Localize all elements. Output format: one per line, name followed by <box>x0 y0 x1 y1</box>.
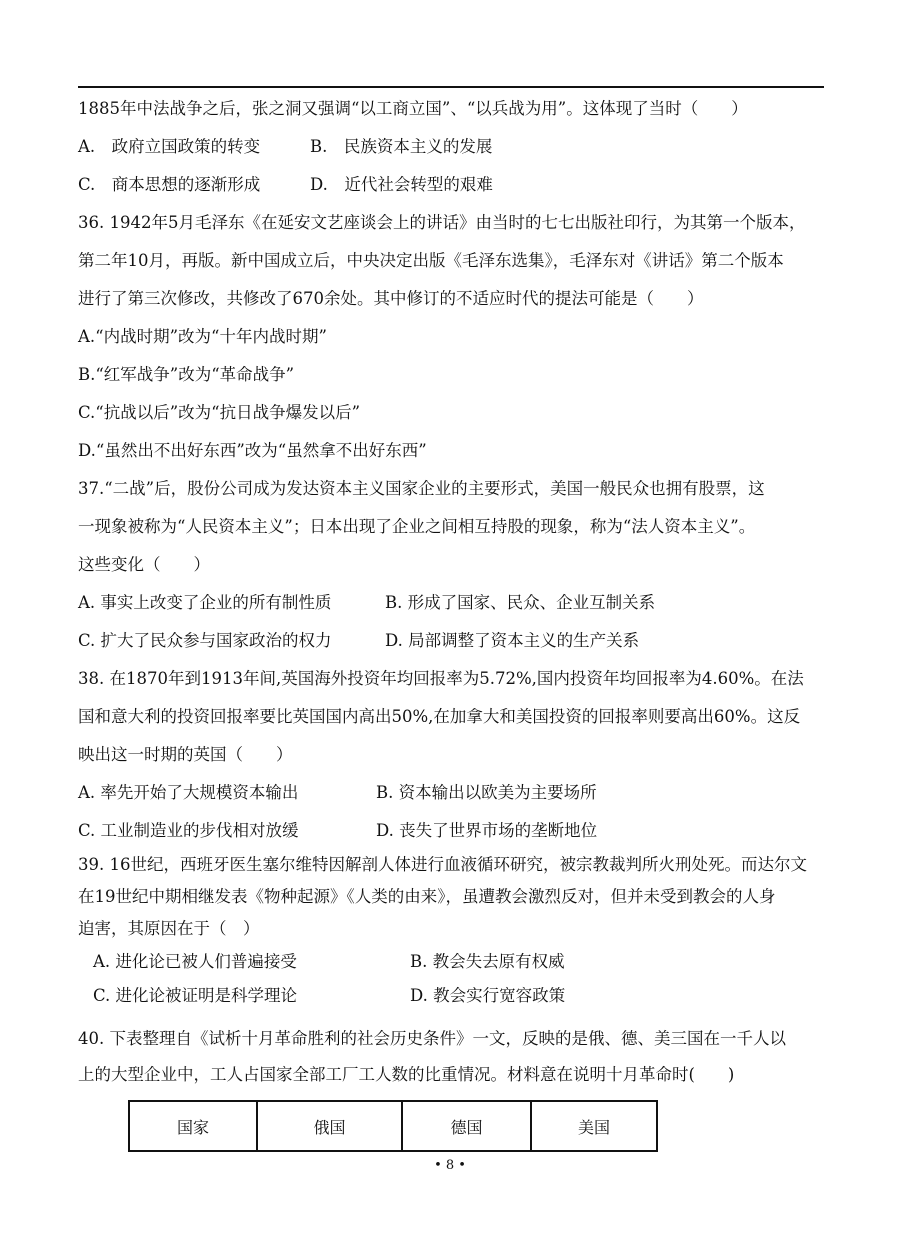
q38-stem-line-3: 映出这一时期的英国（ ） <box>78 745 293 764</box>
q38-option-b[interactable]: B. 资本输出以欧美为主要场所 <box>376 783 597 802</box>
q39-stem-line-3: 迫害，其原因在于（ ） <box>78 919 260 938</box>
q36-option-c[interactable]: C.“抗战以后”改为“抗日战争爆发以后” <box>78 403 361 422</box>
q35-option-b[interactable]: B. 民族资本主义的发展 <box>310 137 493 156</box>
q40-table <box>128 1100 658 1152</box>
table-header-usa: 美国 <box>577 1117 610 1137</box>
q37-option-a[interactable]: A. 事实上改变了企业的所有制性质 <box>78 593 332 612</box>
q36-option-b[interactable]: B.“红军战争”改为“革命战争” <box>78 365 295 384</box>
table-header-russia: 俄国 <box>258 1102 403 1150</box>
header-rule <box>78 86 824 88</box>
q36-option-a[interactable]: A.“内战时期”改为“十年内战时期” <box>78 327 327 346</box>
q37-option-d[interactable]: D. 局部调整了资本主义的生产关系 <box>385 631 640 650</box>
q35-option-d[interactable]: D. 近代社会转型的艰难 <box>310 175 493 194</box>
q38-option-d[interactable]: D. 丧失了世界市场的垄断地位 <box>376 821 598 840</box>
q37-option-c[interactable]: C. 扩大了民众参与国家政治的权力 <box>78 631 332 650</box>
q37-stem-line-3: 这些变化（ ） <box>78 555 210 574</box>
table-header-country: 国家 <box>130 1102 258 1150</box>
q39-stem-line-1: 39. 16世纪，西班牙医生塞尔维特因解剖人体进行血液循环研究，被宗教裁判所火刑处死。而达尔文 <box>78 855 807 874</box>
q37-option-b[interactable]: B. 形成了国家、民众、企业互制关系 <box>385 593 656 612</box>
q38-stem-line-2: 国和意大利的投资回报率要比英国国内高出50%,在加拿大和美国投资的回报率则要高出60%。这反 <box>78 707 801 726</box>
page-number: • 8 • <box>434 1158 466 1173</box>
q39-option-c[interactable]: C. 进化论被证明是科学理论 <box>93 986 298 1005</box>
q35-option-c[interactable]: C. 商本思想的逐渐形成 <box>78 175 261 194</box>
q38-option-a[interactable]: A. 率先开始了大规模资本输出 <box>78 783 299 802</box>
q39-stem-line-2: 在19世纪中期相继发表《物种起源》《人类的由来》，虽遭教会激烈反对，但并未受到教会的人身 <box>78 887 776 906</box>
q39-option-b[interactable]: B. 教会失去原有权威 <box>410 952 565 971</box>
q38-stem-line-1: 38. 在1870年到1913年间,英国海外投资年均回报率为5.72%,国内投资年均回报率为4.60%。在法 <box>78 669 804 688</box>
q39-option-a[interactable]: A. 进化论已被人们普遍接受 <box>93 952 297 971</box>
q40-stem-line-2: 上的大型企业中，工人占国家全部工厂工人数的比重情况。材料意在说明十月革命时( ) <box>78 1065 735 1084</box>
q37-stem-line-1: 37.“二战”后，股份公司成为发达资本主义国家企业的主要形式，美国一般民众也拥有股票，这 <box>78 479 765 498</box>
table-header-germany: 德国 <box>403 1102 532 1150</box>
q35-option-a[interactable]: A. 政府立国政策的转变 <box>78 137 261 156</box>
q35-stem: 1885年中法战争之后，张之洞又强调“以工商立国”、“以兵战为用”。这体现了当时（ ） <box>78 99 748 118</box>
q39-option-d[interactable]: D. 教会实行宽容政策 <box>410 986 566 1005</box>
q38-option-c[interactable]: C. 工业制造业的步伐相对放缓 <box>78 821 299 840</box>
q37-stem-line-2: 一现象被称为“人民资本主义”；日本出现了企业之间相互持股的现象，称为“法人资本主义”。 <box>78 517 756 536</box>
q36-stem-line-1: 36. 1942年5月毛泽东《在延安文艺座谈会上的讲话》由当时的七七出版社印行，为其第一个版本， <box>78 213 806 232</box>
q36-stem-line-3: 进行了第三次修改，共修改了670余处。其中修订的不适应时代的提法可能是（ ） <box>78 289 704 308</box>
q36-stem-line-2: 第二年10月，再版。新中国成立后，中央决定出版《毛泽东选集》，毛泽东对《讲话》第二个版本 <box>78 251 784 270</box>
q40-stem-line-1: 40. 下表整理自《试析十月革命胜利的社会历史条件》一文，反映的是俄、德、美三国在一千人以 <box>78 1029 786 1048</box>
q36-option-d[interactable]: D.“虽然出不出好东西”改为“虽然拿不出好东西” <box>78 441 427 460</box>
